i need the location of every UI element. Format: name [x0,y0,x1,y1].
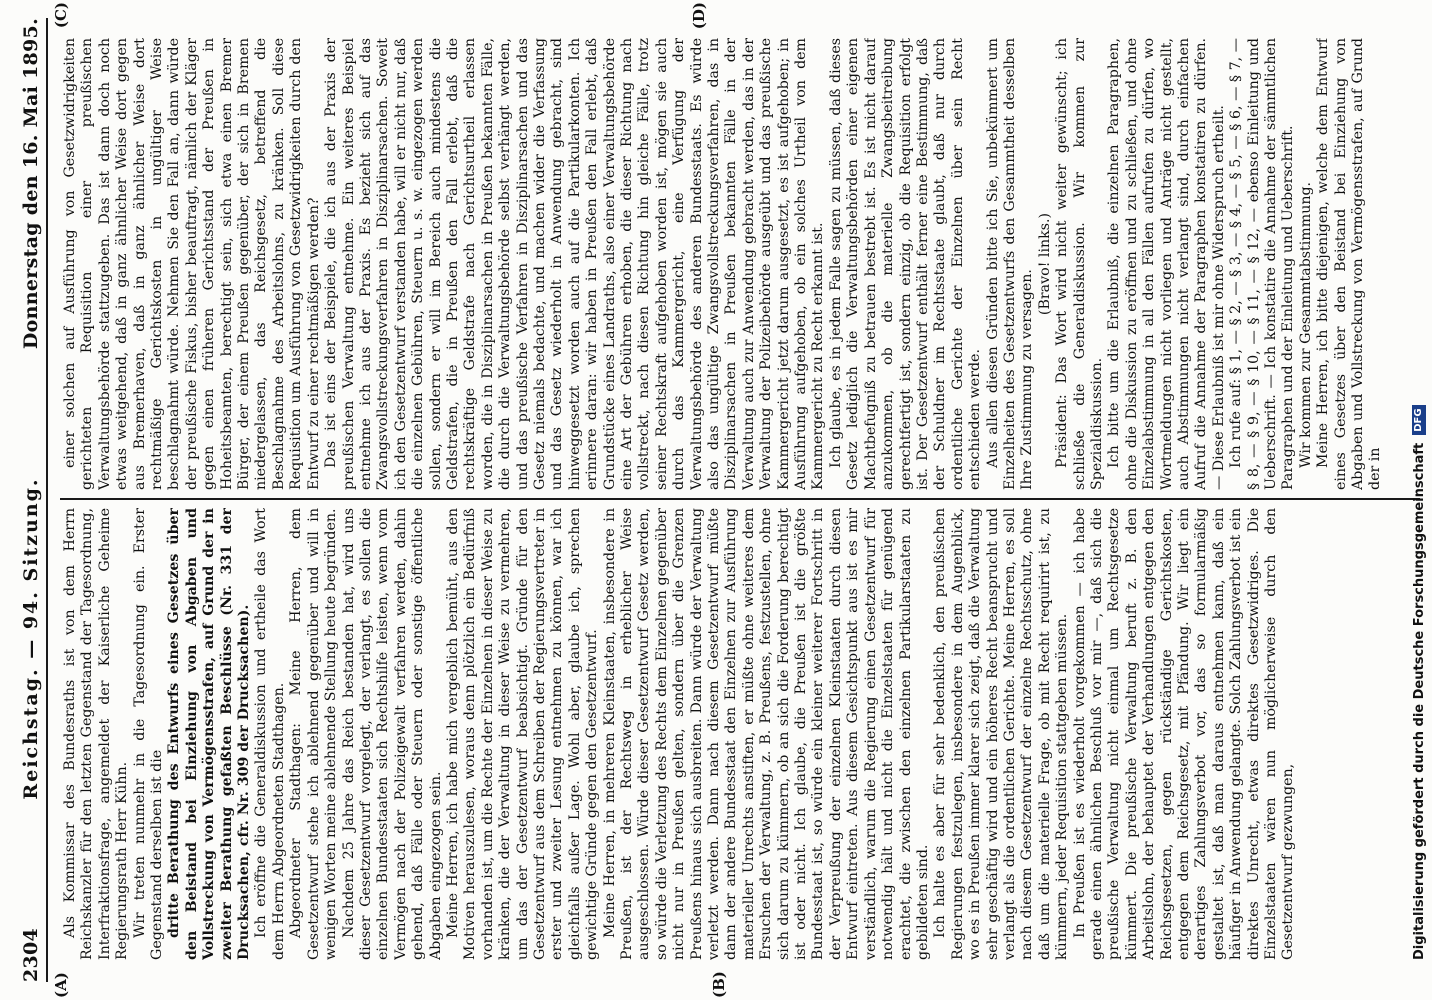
paragraph: Ich rufe auf: § 1, — § 2, — § 3, — § 4, — § 5, — § 6, — § 7, — § 8, — § 9, — § 10, — § 11, — § 12, — ebenso Einleitung und Ueberschrift. — Ich konstatire die Annahme der sämmtlichen Paragraphen und der Einleitung und Ueberschrift. [1228,38,1297,490]
header-date: Donnerstag den 16. Mai 1895. [20,18,42,350]
paragraph: Wir treten nunmehr in die Tagesordnung ein. Erster Gegenstand derselben ist die [131,508,166,960]
paragraph: dritte Berathung des Entwurfs eines Gesetzes über den Beistand bei Einziehung von Abgaben und Vollstreckung von Vermögensstrafen, auf Grund der in zweiter Berathung gefaßten Beschlüsse (Nr. 331 der Drucksachen, cfr. Nr. 309 der Drucksachen). [166,508,253,960]
paragraph: Aus allen diesen Gründen bitte ich Sie, unbekümmert um Einzelheiten des Gesetzentwurfs den Gesammtheit desselben Ihre Zustimmung zu versagen. [984,38,1036,490]
paragraph: Das ist eins der Beispiele, die ich aus der Praxis der preußischen Verwaltung entnehme. Ein weiteres Beispiel entnehme ich aus der Praxis. Es bezieht sich auf das Zwangsvollstreckungsverfahren in Disziplinarsachen. Soweit ich den Gesetzentwurf verstanden habe, will er nicht nur, daß die einzelnen Gebühren, Steuern u. s. w. eingezogen werden sollen, sondern er will im Bereich auch mindestens die Geldstrafen, die in Preußen den Fall erlebt, daß die rechtskräftige Geldstrafe nach Gerichtsurtheil erlassen worden, die in Disziplinarsachen in Preußen bekannten Fälle, die durch die Verwaltungsbehörde selbst verhängt werden, und das preußische Verfahren in Disziplinarsachen und das Gesetz niemals bedachte, und machen wider die Verfassung und das Gesetz wiederholt in Anwendung gebracht, sind hinweggesetzt worden auch auf die Partikularkonten. Ich erinnere daran: wir haben in Preußen den Fall erlebt, daß Grundstücke eines Landraths, also einer Verwaltungsbehörde eine Art der Gebühren erhoben, die dieser Richtung nach vollstreckt, nach diesen Richtung hin gleiche Fälle, trotz seiner Rechtskraft aufgehoben worden ist, mögen sie auch durch das Kammergericht, eine Verfügung der Verwaltungsbehörde des anderen Bundesstaats. Es würde also das ungültige Zwangsvollstreckungsverfahren, das in Disziplinarsachen in Preußen bekannten Fälle in der Verwaltung auch zur Anwendung gebracht werden, das in der Verwaltung der Polizeibehörde ausgeübt und das preußische Kammergericht jetzt darum ausgesetzt, es ist aufgehoben; in Ausführung aufgehoben, ob ein solches Urtheil von dem Kammergericht zu Recht erkannt ist. [323,38,827,490]
paragraph: Nachdem 25 Jahre das Reich bestanden hat, wird uns dieser Gesetzentwurf vorgelegt, der verlangt, es sollen die einzelnen Bundesstaaten sich Rechtshilfe leisten, wenn vom Vermögen nach der Polizeigewalt verfahren werden, dahin gehend, daß Fälle oder Steuern oder sonstige öffentliche Abgaben eingezogen sein. [340,508,444,960]
paragraph: (Bravo! links.) [1036,212,1053,316]
dfg-logo: DFG [1412,405,1426,434]
header-title: Reichstag. — 94. Sitzung. [20,477,42,800]
paragraph: Abgeordneter Stadthagen: Meine Herren, dem Gesetzentwurf stehe ich ablehnend gegenüber und will in wenigen Worten meine ablehnende Stellung heute begründen. [288,508,340,960]
paragraph: Ich bitte um die Erlaubniß, die einzelnen Paragraphen, ohne die Diskussion zu eröffnen und zu schließen, und ohne Einzelabstimmung in all den Fällen aufrufen zu dürfen, wo Wortmeldungen nicht vorliegen und Anträge nicht gestellt, auch Abstimmungen nicht verlangt sind, durch einfachen Aufruf die Annahme der Paragraphen konstatiren zu dürfen. — Diese Erlaubniß ist mir ohne Widerspruch ertheilt. [1106,38,1227,490]
paragraph: Als Kommissar des Bundesraths ist von dem Herrn Reichskanzler für den letzten Gegenstand der Tagesordnung, Interfraktionsfrage, angemeldet der Kaiserliche Geheime Regierungsrath Herr Kühn. [62,508,131,960]
page-number: 2304 [20,927,42,982]
paragraph: Wir kommen zur Gesammtabstimmung. [1297,181,1314,468]
paragraph: In Preußen ist es wiederholt vorgekommen — ich habe gerade einen ähnlichen Beschluß vor mir —, daß sich die preußische Verwaltung nicht einmal um Rechtsgesetze kümmert. Die preußische Verwaltung beruft z. B. den Arbeitslohn, der behauptet der Verhandlungen entgegen den Reichsgesetzen, gegen rückständige Gerichtskosten, entgegen dem Reichsgesetz, mit Pfändung. Wir liegt ein derartiges Zahlungsverbot vor, das so formularmäßig gestaltet ist, daß man daraus entnehmen kann, daß ein häufiger in Anwendung gelangte. Solch Zahlungsverbot ist ein direktes Unrecht, etwas direktes Gesetzwidriges. Die Einzelstaaten wären nun möglicherweise durch den Gesetzentwurf gezwungen, [1071,508,1297,960]
paragraph: Meine Herren, in mehreren Kleinstaaten, insbesondere in Preußen, ist der Rechtsweg in erheblicher Weise ausgeschlossen. Würde dieser Gesetzentwurf Gesetz werden, so würde die Verletzung des Rechts dem Einzelnen gegenüber nicht nur in Preußen gelten, sondern über die Grenzen Preußens hinaus sich ausbreiten. Dann würde der Verwaltung verletzt werden. Dann nach diesem Gesetzentwurf müßte dann der andere Bundesstaat den Einzelnen zur Ausführung materieller Unrechts anstiften, er müßte ohne weiteres dem Ersuchen der Verwaltung, z. B. Preußens, festzustellen, ohne sich darum zu kümmern, ob an sich die Forderung berechtigt ist oder nicht. Ich glaube, die Preußen ist die größte Bundesstaat ist, so würde ein kleiner weiterer Fortschritt in der Verpreußung der einzelnen Kleinstaaten durch diesen Entwurf eintreten. Aus diesem Gesichtspunkt aus ist es mir verständlich, warum die Regierung einen Gesetzentwurf für notwendig hält und nicht die Einzelstaaten für genügend erachtet, die zwischen den einzelnen Partikularstaaten zu gebildeten sind. [601,508,931,960]
margin-marker-b: (B) [710,971,728,998]
header-rule [46,18,48,982]
left-column [62,508,1422,960]
paragraph: Ich halte es aber für sehr bedenklich, den preußischen Regierungen festzulegen, insbesondere in dem Augenblick, wo es in Preußen immer klarer sich zeigt, daß die Verwaltung sehr geschäftig wird und ein höheres Recht beansprucht und verlangt als die ordentlichen Gerichte. Meine Herren, es soll nach diesem Gesetzentwurf der einzelne Rechtsschutz, ohne daß um die materielle Frage, ob mit Recht requirirt ist, zu kümmern, jeder Requisition stattgeben müssen. [932,508,1071,960]
paragraph: Präsident: Das Wort wird nicht weiter gewünscht; ich schließe die Generaldiskussion. Wir kommen zur Spezialdiskussion. [1054,38,1105,490]
column-divider [60,498,1420,500]
digitization-text: Digitalisierung gefördert durch die Deutsche Forschungsgemeinschaft [1411,442,1427,960]
paragraph: Ich glaube, es in jedem Falle sagen zu müssen, daß dieses Gesetz lediglich die Verwaltungsbehörden einer eigenen Machtbefugniß zu betrauen bestrebt ist. Es ist nicht darauf anzukommen, ob die materielle Zwangsbeitreibung gerechtfertigt ist, sondern einzig, ob die Requisition erfolgt ist. Der Gesetzentwurf enthält ferner eine Bestimmung, daß der Schuldner im Rechtsstaate glaubt, daß nur durch ordentliche Gerichte der Einzelnen über sein Recht entschieden werde. [827,38,984,490]
page-header [8,18,42,982]
margin-marker-c: (C) [52,2,70,29]
paragraph: Meine Herren, ich habe mich vergeblich bemüht, aus den Motiven herauszulesen, woraus denn plötzlich ein Bedürfniß vorhanden ist, um die Rechte der Einzelnen in dieser Weise zu kränken, die der Verwaltung in dieser Weise zu vermehren, um das der Gesetzentwurf beabsichtigt. Gründe für den Gesetzentwurf aus dem Schreiben der Regierungsvertreter in erster und zweiter Lesung entnehmen zu können, war ich gleichfalls außer Lage. Wohl aber, glaube ich, sprechen gewichtige Gründe gegen den Gesetzentwurf. [444,508,601,960]
paragraph: Meine Herren, ich bitte diejenigen, welche dem Entwurf eines Gesetzes über den Beistand bei Einziehung von Abgaben und Vollstreckung von Vermögensstrafen, auf Grund der in [1315,38,1384,490]
right-column [62,38,1422,490]
paragraph: einer solchen auf Ausführung von Gesetzwidrigkeiten gerichteten Requisition einer preußischen Verwaltungsbehörde stattzugeben. Das ist dann doch noch etwas weitgehend, daß in ganz ähnlicher Weise dort gegen aus Bremerhaven, daß in ganz ähnlicher Weise dort rechtmäßige Gerichtskosten in ungültiger Weise beschlagnahmt würde. Nehmen Sie den Fall an, dann würde der preußische Fiskus, bisher beauftragt, nämlich der Kläger gegen einen früheren Gerichtsstand der Preußen in Hoheitsbeamten, berechtigt sein, sich etwa einen Bremer Bürger, der einem Preußen gegenüber, der sich in Bremen niedergelassen, das Reichsgesetz, betreffend die Beschlagnahme des Arbeitslohns, zu kränken. Soll diese Requisition um Ausführung von Gesetzwidrigkeiten durch den Entwurf zu einer rechtmäßigen werden? [62,38,322,490]
digitization-note [1410,160,1428,960]
margin-marker-d: (D) [690,2,708,30]
margin-marker-a: (A) [52,972,70,998]
paragraph: Ich eröffne die Generaldiskussion und ertheile das Wort dem Herrn Abgeordneten Stadthagen. [253,508,287,960]
